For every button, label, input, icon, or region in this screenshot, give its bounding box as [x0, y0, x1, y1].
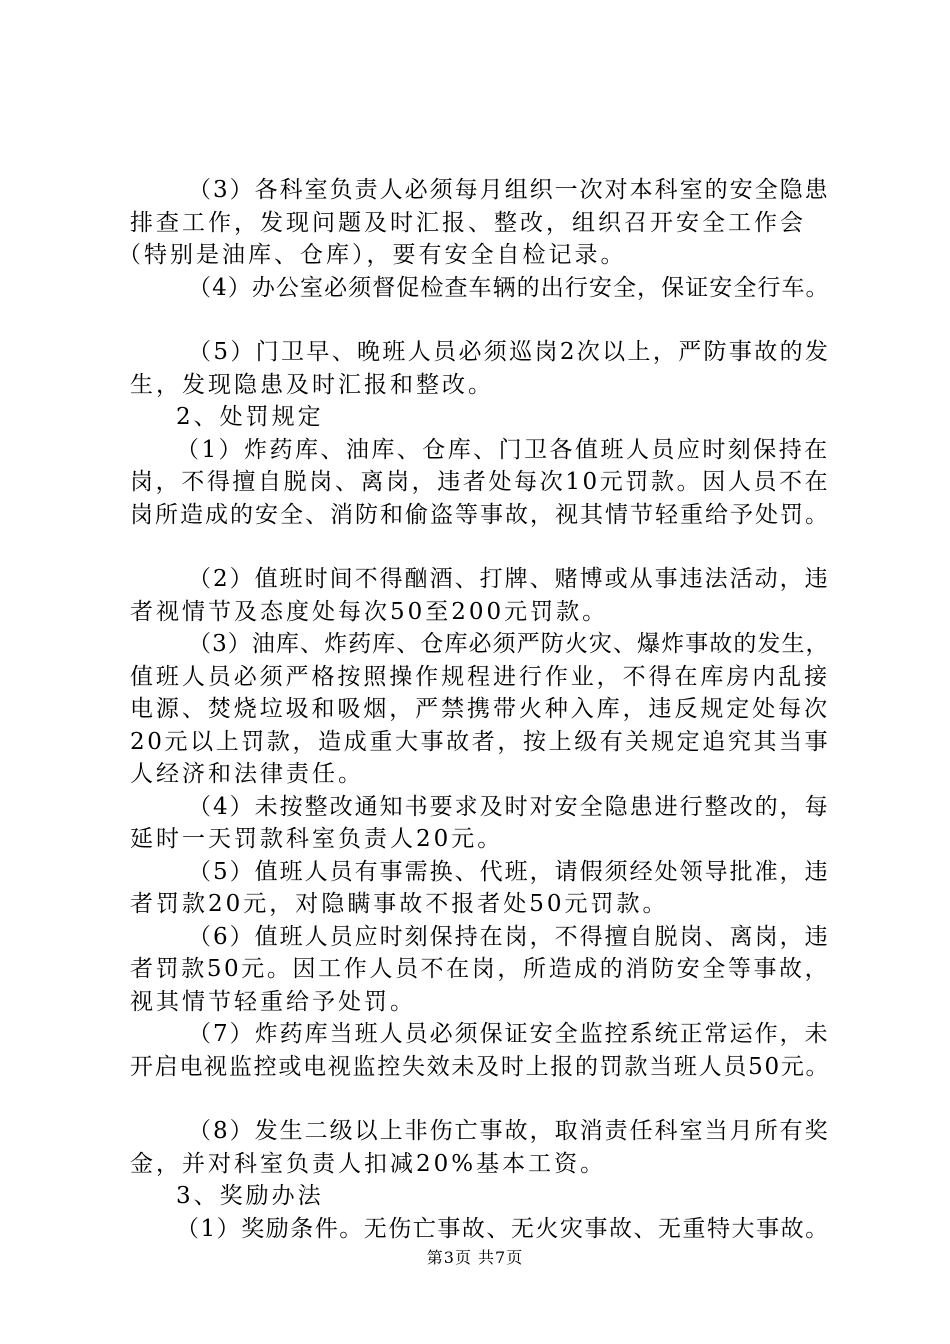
paragraph-penalty-5: [130, 856, 830, 921]
text-line: （5）值班人员有事需换、代班，请假须经处领导批准，违: [188, 858, 830, 885]
paragraph-item4-vehicle: [130, 272, 830, 305]
section-heading-penalty: [130, 401, 830, 434]
paragraph-item3-inspection: [118, 174, 830, 272]
text-line: 人经济和法律责任。: [130, 761, 364, 787]
text-line: 排查工作，发现问题及时汇报、整改，组织召开安全工作会: [130, 209, 806, 236]
text-line: 者罚款20元，对隐瞒事故不报者处50元罚款。: [130, 891, 669, 917]
paragraph-penalty-1: [130, 434, 830, 532]
text-line: 值班人员必须严格按照操作规程进行作业，不得在库房内乱接: [130, 663, 830, 690]
blank-line: [130, 1083, 830, 1115]
paragraph-penalty-2: [130, 563, 830, 628]
text-line: （3）各科室负责人必须每月组织一次对本科室的安全隐患: [188, 177, 830, 203]
text-line: 岗所造成的安全、消防和偷盗等事故，视其情节轻重给予处罚。: [130, 501, 830, 528]
paragraph-penalty-4: [130, 791, 830, 856]
text-line: 延时一天罚款科室负责人20元。: [130, 826, 504, 852]
blank-line: [130, 304, 830, 336]
text-line: （5）门卫早、晚班人员必须巡岗2次以上，严防事故的发: [188, 339, 831, 365]
text-line: 岗，不得擅自脱岗、离岗，违者处每次10元罚款。因人员不在: [130, 469, 831, 495]
text-line: 开启电视监控或电视监控失效未及时上报的罚款当班人员50元。: [130, 1053, 831, 1080]
text-line: （4）未按整改通知书要求及时对安全隐患进行整改的，每: [188, 793, 830, 820]
paragraph-reward-1: [130, 1213, 830, 1246]
text-line: （1）奖励条件。无伤亡事故、无火灾事故、无重特大事故。: [176, 1215, 830, 1242]
text-line: （2）值班时间不得酗酒、打牌、赌博或从事违法活动，违: [188, 566, 830, 592]
blank-line: [130, 531, 830, 563]
text-line: （4）办公室必须督促检查车辆的出行安全，保证安全行车。: [188, 274, 830, 301]
paragraph-penalty-8: [130, 1115, 830, 1180]
text-line: 20元以上罚款，造成重大事故者，按上级有关规定追究其当事: [130, 728, 831, 755]
section-heading-reward: [130, 1180, 830, 1213]
document-body: [118, 174, 831, 1245]
page-number-footer: 第3页 共7页: [426, 1248, 524, 1267]
text-line: 电源、焚烧垃圾和吸烟，严禁携带火种入库，违反规定处每次: [130, 696, 830, 722]
text-line: 2、处罚规定: [176, 404, 324, 430]
text-line: 生，发现隐患及时汇报和整改。: [130, 371, 494, 398]
paragraph-penalty-7: [130, 1018, 830, 1083]
paragraph-item5-patrol: [130, 336, 830, 401]
text-line: （1）炸药库、油库、仓库、门卫各值班人员应时刻保持在: [176, 436, 830, 463]
text-line: （8）发生二级以上非伤亡事故，取消责任科室当月所有奖: [188, 1118, 830, 1144]
text-line: （7）炸药库当班人员必须保证安全监控系统正常运作，未: [188, 1021, 830, 1047]
text-line: （6）值班人员应时刻保持在岗，不得擅自脱岗、离岗，违: [188, 923, 830, 950]
text-line: （3）油库、炸药库、仓库必须严防火灾、爆炸事故的发生，: [188, 631, 830, 657]
text-line: 视其情节轻重给予处罚。: [130, 988, 416, 1015]
text-line: 3、奖励办法: [176, 1183, 324, 1209]
text-line: 者视情节及态度处每次50至200元罚款。: [130, 598, 609, 625]
paragraph-penalty-3: [130, 628, 830, 791]
text-line: （特别是油库、仓库），要有安全自检记录。: [118, 242, 627, 268]
text-line: 者罚款50元。因工作人员不在岗，所造成的消防安全等事故，: [130, 956, 831, 982]
paragraph-penalty-6: [130, 921, 830, 1019]
text-line: 金，并对科室负责人扣减20%基本工资。: [130, 1150, 607, 1177]
